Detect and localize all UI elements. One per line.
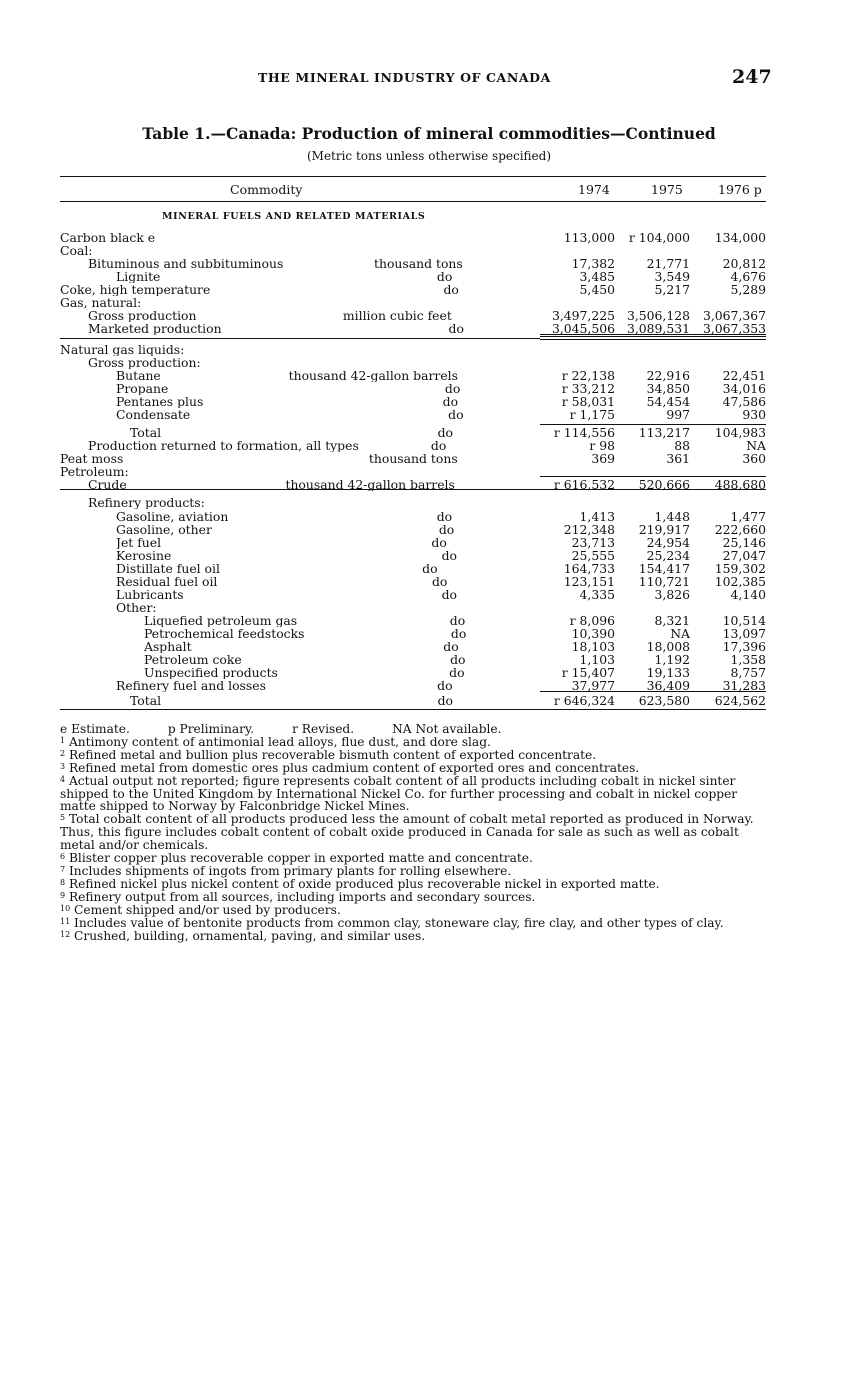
footnote-text: Refined metal and bullion plus recoverable bismuth content of exported concentrate.: [65, 747, 597, 762]
header-commodity: Commodity: [230, 182, 303, 197]
row-label: Lubricants _________________________________________do____: [116, 588, 482, 601]
cell-v3: 624,562: [714, 693, 766, 708]
cell-v1: 113,000: [563, 230, 615, 245]
cell-v2: 1,192: [654, 652, 690, 667]
double-rule: [540, 336, 766, 340]
footnote-number: 1: [60, 735, 66, 745]
cell-v2: 110,721: [638, 574, 690, 589]
cell-v1: r 646,324: [553, 693, 615, 708]
row-label: Liquefied petroleum gas ________________________do____: [144, 614, 490, 627]
header-bottom-rule: [60, 201, 766, 202]
symbol-na: NA Not available.: [392, 722, 502, 736]
cell-v3: 159,302: [714, 561, 766, 576]
cell-v2: 22,916: [646, 368, 690, 383]
cell-v3: 17,396: [722, 639, 766, 654]
table-subtitle: (Metric tons unless otherwise specified): [306, 149, 552, 163]
header-1975: 1975: [651, 182, 683, 197]
row-label: Coke, high temperature _____________________________________do____: [60, 283, 484, 296]
footnote-number: 12: [60, 929, 71, 939]
footnote-number: 5: [60, 813, 66, 823]
table-row: [0, 575, 858, 588]
footnote-text: Total cobalt content of all products produced less the amount of cobalt metal reported as produced in Norway. Thus, this figure includes cobalt content of cobalt oxide produced in Canada for sale as such as well as cobalt metal and/or chemicals.: [60, 812, 754, 853]
cell-v3: 34,016: [722, 381, 766, 396]
row-label: Distillate fuel oil ________________________________do____: [116, 562, 463, 575]
row-label: Petroleum:: [60, 465, 129, 478]
cell-v2: 219,917: [638, 522, 690, 537]
table-row: [0, 231, 858, 244]
cell-v3: 1,477: [730, 509, 766, 524]
footnote: [60, 930, 766, 943]
row-label: Gross production:: [88, 356, 201, 369]
footnote-text: Cement shipped and/or used by producers.: [70, 902, 341, 917]
cell-v3: 25,146: [722, 535, 766, 550]
cell-v3: 102,385: [714, 574, 766, 589]
cell-v2: 25,234: [646, 548, 690, 563]
footnote: [60, 775, 766, 814]
cell-v1: 369: [591, 451, 615, 466]
cell-v3: 134,000: [714, 230, 766, 245]
footnote-text: Crushed, building, ornamental, paving, and similar uses.: [70, 928, 426, 943]
cell-v3: 31,283: [722, 678, 766, 693]
row-label: Crude _________________________thousand 42-gallon barrels__: [88, 478, 468, 491]
cell-v3: 20,812: [722, 256, 766, 271]
footnote-text: Refined metal from domestic ores plus cadmium content of exported ores and concentrates.: [65, 760, 640, 775]
cell-v2: 5,217: [654, 282, 690, 297]
cell-v2: 154,417: [638, 561, 690, 576]
cell-v2: 3,549: [654, 269, 690, 284]
cell-v1: r 98: [589, 438, 615, 453]
cell-v2: 8,321: [654, 613, 690, 628]
cell-v1: 10,390: [571, 626, 615, 641]
cell-v3: 360: [742, 451, 766, 466]
section-heading: MINERAL FUELS AND RELATED MATERIALS: [162, 211, 426, 222]
cell-v1: 23,713: [571, 535, 615, 550]
cell-v2: 19,133: [646, 665, 690, 680]
row-label: Petroleum coke _________________________________do____: [144, 653, 491, 666]
row-label: Bituminous and subbituminous ______________thousand tons__: [88, 257, 476, 270]
table-row: [0, 653, 858, 666]
cell-v1: 3,497,225: [551, 308, 615, 323]
cell-v2: 18,008: [646, 639, 690, 654]
cell-v1: r 114,556: [553, 425, 615, 440]
table-row: [0, 640, 858, 653]
cell-v3: 488,680: [714, 477, 766, 492]
subtotal-rule: [540, 691, 766, 692]
cell-v3: 27,047: [722, 548, 766, 563]
footnote-text: Refinery output from all sources, including imports and secondary sources.: [65, 889, 536, 904]
table-row: [0, 694, 858, 707]
cell-v3: 1,358: [730, 652, 766, 667]
row-label: Butane ____________________thousand 42-gallon barrels__: [116, 369, 471, 382]
row-label: Other:: [116, 601, 157, 614]
cell-v1: 25,555: [571, 548, 615, 563]
cell-v3: 22,451: [722, 368, 766, 383]
cell-v2: 21,771: [646, 256, 690, 271]
table-row: [0, 496, 858, 509]
row-label: Carbon black e ___________________________________________________: [60, 231, 476, 244]
cell-v1: r 8,096: [569, 613, 615, 628]
footnote-list: [60, 736, 766, 943]
table-title: Table 1.—Canada: Production of mineral commodities—Continued: [142, 124, 716, 143]
footnote-number: 6: [60, 852, 66, 862]
footnote: [60, 813, 766, 852]
row-label: Coal:: [60, 244, 93, 257]
footnote-text: Refined nickel plus nickel content of oxide produced plus recoverable nickel in exported matte.: [65, 876, 660, 891]
footnote-number: 2: [60, 748, 66, 758]
footnote-text: Actual output not reported; figure represents cobalt content of all products including cobalt in nickel sinter shipped to the United Kingdom by International Nickel Co. for further processing and cobalt in nickel copper matte shipped to Norway by Falconbridge Nickel Mines.: [60, 773, 738, 814]
row-label: Total ____________________________________________do____: [130, 694, 478, 707]
table-row: [0, 452, 858, 465]
cell-v1: r 33,212: [561, 381, 615, 396]
cell-v1: r 15,407: [561, 665, 615, 680]
cell-v1: r 1,175: [569, 407, 615, 422]
cell-v2: 36,409: [646, 678, 690, 693]
section-divider: [60, 489, 766, 490]
cell-v3: 222,660: [714, 522, 766, 537]
symbol-estimate: e Estimate.: [60, 722, 130, 736]
cell-v2: 34,850: [646, 381, 690, 396]
symbol-revised: r Revised.: [292, 722, 355, 736]
cell-v2: 361: [666, 451, 690, 466]
table-row: [0, 426, 858, 439]
cell-v1: 1,413: [579, 509, 615, 524]
table-row: [0, 343, 858, 356]
cell-v2: 3,506,128: [626, 308, 690, 323]
row-label: Total ____________________________________________do____: [130, 426, 478, 439]
footnote-text: Antimony content of antimonial lead alloys, flue dust, and dore slag.: [65, 734, 491, 749]
subtotal-rule: [540, 424, 766, 425]
table-row: [0, 588, 858, 601]
row-label: Pentanes plus ______________________________________do____: [116, 395, 483, 408]
row-label: Gross production _______________________million cubic feet__: [88, 309, 465, 322]
table-row: [0, 257, 858, 270]
cell-v1: 123,151: [563, 574, 615, 589]
cell-v3: 13,097: [722, 626, 766, 641]
cell-v3: 930: [742, 407, 766, 422]
subtotal-rule: [540, 476, 766, 477]
footnote-number: 9: [60, 890, 66, 900]
footnote-number: 10: [60, 903, 71, 913]
table-row: [0, 283, 858, 296]
row-label: Propane ____________________________________________do____: [116, 382, 486, 395]
row-label: Kerosine ___________________________________________do____: [116, 549, 482, 562]
row-label: Jet fuel ___________________________________________do____: [116, 536, 472, 549]
row-label: Peat moss _______________________________________thousand tons__: [60, 452, 471, 465]
cell-v1: 212,348: [563, 522, 615, 537]
cell-v2: r 104,000: [628, 230, 690, 245]
table-row: [0, 270, 858, 283]
cell-v3: 3,067,353: [702, 321, 766, 336]
header-top-rule: [60, 176, 766, 177]
page-number: 247: [732, 66, 772, 88]
cell-v2: 54,454: [646, 394, 690, 409]
symbol-preliminary: p Preliminary.: [167, 722, 255, 736]
cell-v1: 3,045,506: [551, 321, 615, 336]
footnote-number: 4: [60, 774, 66, 784]
header-1974: 1974: [578, 182, 610, 197]
footnote-text: Includes shipments of ingots from primary plants for rolling elsewhere.: [65, 863, 512, 878]
row-label: Petrochemical feedstocks _______________________do____: [144, 627, 492, 640]
footnote-number: 8: [60, 877, 66, 887]
cell-v1: 17,382: [571, 256, 615, 271]
table-row: [0, 439, 858, 452]
cell-v2: 623,580: [638, 693, 690, 708]
cell-v3: 10,514: [722, 613, 766, 628]
running-head: THE MINERAL INDUSTRY OF CANADA: [258, 70, 551, 85]
cell-v2: 1,448: [654, 509, 690, 524]
cell-v2: NA: [670, 626, 690, 641]
row-label: Gasoline, aviation _________________________________do____: [116, 510, 477, 523]
row-label: Lignite ____________________________________________do____: [116, 270, 478, 283]
cell-v3: 3,067,367: [702, 308, 766, 323]
cell-v2: 997: [666, 407, 690, 422]
footnote-number: 11: [60, 916, 71, 926]
row-label: Production returned to formation, all types ___________do____: [88, 439, 472, 452]
header-1976: 1976 p: [718, 182, 762, 197]
row-label: Condensate _________________________________________do____: [116, 408, 489, 421]
footnotes: [60, 723, 766, 942]
cell-v1: 4,335: [579, 587, 615, 602]
cell-v1: 3,485: [579, 269, 615, 284]
row-label: Asphalt ________________________________________do____: [144, 640, 484, 653]
table-row: [0, 408, 858, 421]
cell-v2: 520,666: [638, 477, 690, 492]
total-rule: [540, 334, 766, 335]
cell-v1: 37,977: [571, 678, 615, 693]
cell-v3: 4,140: [730, 587, 766, 602]
section-divider: [60, 338, 540, 339]
cell-v1: r 22,138: [561, 368, 615, 383]
footnote-number: 7: [60, 864, 66, 874]
row-label: Residual fuel oil __________________________________do____: [116, 575, 473, 588]
cell-v1: r 58,031: [561, 394, 615, 409]
cell-v2: 88: [674, 438, 690, 453]
footnote-text: Blister copper plus recoverable copper in exported matte and concentrate.: [65, 851, 533, 866]
cell-v2: 3,089,531: [626, 321, 690, 336]
cell-v3: 8,757: [730, 665, 766, 680]
cell-v1: 1,103: [579, 652, 615, 667]
row-label: Unspecified products ___________________________do____: [144, 666, 490, 679]
cell-v2: 3,826: [654, 587, 690, 602]
cell-v3: 5,289: [730, 282, 766, 297]
row-label: Refinery products:: [88, 496, 205, 509]
cell-v1: 164,733: [563, 561, 615, 576]
cell-v2: 113,217: [638, 425, 690, 440]
table-row: [0, 395, 858, 408]
cell-v3: 4,676: [730, 269, 766, 284]
cell-v1: r 616,532: [553, 477, 615, 492]
row-label: Gas, natural:: [60, 296, 142, 309]
cell-v1: 5,450: [579, 282, 615, 297]
cell-v1: 18,103: [571, 639, 615, 654]
row-label: Natural gas liquids:: [60, 343, 185, 356]
row-label: Gasoline, other ____________________________________do____: [116, 523, 480, 536]
table-bottom-rule: [60, 709, 766, 710]
cell-v2: 24,954: [646, 535, 690, 550]
cell-v3: NA: [746, 438, 766, 453]
footnote-text: Includes value of bentonite products from common clay, stoneware clay, fire clay, and other types of clay.: [70, 915, 724, 930]
row-label: Refinery fuel and losses ___________________________do____: [116, 679, 478, 692]
row-label: Marketed production ____________________________________do____: [88, 322, 489, 335]
footnote-number: 3: [60, 761, 66, 771]
cell-v3: 104,983: [714, 425, 766, 440]
cell-v3: 47,586: [722, 394, 766, 409]
